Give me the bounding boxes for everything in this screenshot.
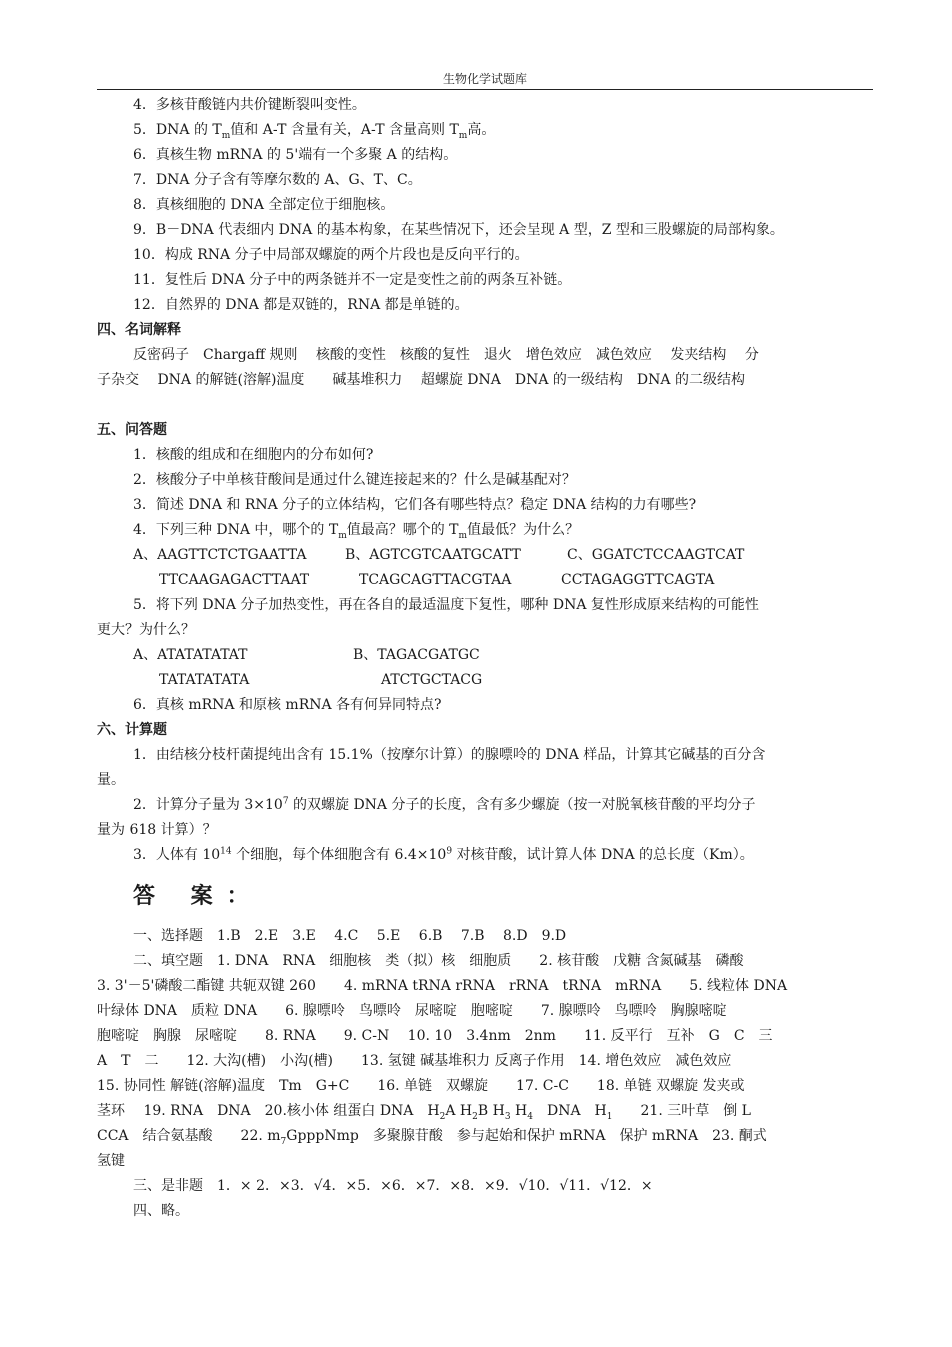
terms-line: 反密码子 Chargaff 规则 核酸的变性 核酸的复性 退火 增色效应 减色效应 发夹结构 分: [133, 347, 759, 363]
terms-line: 子杂交 DNA 的解链(溶解)温度 碱基堆积力 超螺旋 DNA DNA 的一级结构 DNA 的二级结构: [97, 372, 745, 388]
judge-item: 4．多核苷酸链内共价键断裂叫变性。: [133, 97, 366, 113]
sequence-c: C、GGATCTCCAAGTCAT: [567, 547, 745, 563]
calc-item: 量为 618 计算）？: [97, 822, 217, 838]
question-item: 2．核酸分子中单核苷酸间是通过什么键连接起来的？什么是碱基配对？: [133, 472, 576, 488]
calc-item: 1．由结核分枝杆菌提纯出含有 15.1%（按摩尔计算）的腺嘌呤的 DNA 样品，计算其它碱基的百分含: [133, 747, 766, 763]
answer-fill-line: 二、填空题 1. DNA RNA 细胞核 类（拟）核 细胞质 2. 核苷酸 戊糖 含氮碱基 磷酸: [133, 953, 744, 969]
sequence-a: A、ATATATATAT: [133, 647, 248, 663]
sequence-row: [97, 643, 873, 668]
sequence-b: TCAGCAGTTACGTAA: [359, 572, 512, 588]
spacer: [97, 393, 873, 418]
judge-item: 7．DNA 分子含有等摩尔数的 A、G、T、C。: [133, 172, 422, 188]
sequence-row: [97, 543, 873, 568]
judge-item: 6．真核生物 mRNA 的 5'端有一个多聚 A 的结构。: [133, 147, 458, 163]
answer-judge: 三、是非题 1．× 2．×3．√4．×5．×6．×7．×8．×9．√10．√11．√12．×: [133, 1178, 653, 1194]
calc-item: 量。: [97, 772, 125, 788]
calc-item: 2．计算分子量为 $3\times 10^7$ 的双螺旋 DNA 分子的长度，含有多少螺旋（按一对脱氧核苷酸的平均分子: [133, 796, 756, 813]
judge-item: 8．真核细胞的 DNA 全部定位于细胞核。: [133, 197, 395, 213]
answers-title: 答 案：: [133, 883, 263, 909]
question-item: 3．简述 DNA 和 RNA 分子的立体结构，它们各有哪些特点？稳定 DNA 结构的力有哪些?: [133, 497, 697, 513]
question-item: 6．真核 mRNA 和原核 mRNA 各有何异同特点?: [133, 697, 442, 713]
judge-item: 12．自然界的 DNA 都是双链的，RNA 都是单链的。: [133, 297, 469, 313]
sequence-b: ATCTGCTACG: [381, 672, 483, 688]
answer-fill-line: 胞嘧啶 胸腺 尿嘧啶 8. RNA 9. C-N 10. 10 3.4nm 2nm 11. 反平行 互补 G C 三: [97, 1028, 773, 1044]
page-content: [97, 93, 873, 1224]
answer-fill-line: 茎环 19. RNA DNA 20.核小体 组蛋白 DNA $H_2A$ $H_2B$ $H_3$ $H_4$ DNA $H_1$ 21. 三叶草 倒 L: [97, 1103, 751, 1122]
sequence-row: [97, 668, 873, 693]
answer-fill-line: 3. 3'－5'磷酸二酯键 共轭双键 260 4. mRNA tRNA rRNA rRNA tRNA mRNA 5. 线粒体 DNA: [97, 978, 788, 994]
question-item: 5．将下列 DNA 分子加热变性，再在各自的最适温度下复性，哪种 DNA 复性形成原来结构的可能性: [133, 597, 759, 613]
answer-terms: 四、略。: [133, 1203, 189, 1219]
section-title-calc: 六、计算题: [97, 722, 167, 738]
answer-fill-line: CCA 结合氨基酸 22. $m_7GpppNmp$ 多聚腺苷酸 参与起始和保护 mRNA 保护 mRNA 23. 酮式: [97, 1128, 767, 1147]
judge-item: 9．B－DNA 代表细内 DNA 的基本构象，在某些情况下，还会呈现 A 型，Z 型和三股螺旋的局部构象。: [133, 222, 784, 238]
answer-choice: 一、选择题 1.B 2.E 3.E 4.C 5.E 6.B 7.B 8.D 9.D: [133, 928, 567, 944]
judge-item: 10．构成 RNA 分子中局部双螺旋的两个片段也是反向平行的。: [133, 247, 529, 263]
question-item: 4．下列三种 DNA 中，哪个的 $T_m$值最高？哪个的 $T_m$值最低？为什么？: [133, 522, 580, 541]
question-item: 更大？为什么？: [97, 622, 195, 638]
sequence-b: B、AGTCGTCAATGCATT: [345, 547, 521, 563]
answer-fill-line: 叶绿体 DNA 质粒 DNA 6. 腺嘌呤 鸟嘌呤 尿嘧啶 胞嘧啶 7. 腺嘌呤 鸟嘌呤 胸腺嘧啶: [97, 1003, 727, 1019]
judge-item: 5．DNA 的 $T_m$值和 A-T 含量有关，A-T 含量高则 $T_m$高。: [133, 122, 496, 141]
answer-fill-line: 氢键: [97, 1153, 125, 1169]
judge-item: 11．复性后 DNA 分子中的两条链并不一定是变性之前的两条互补链。: [133, 272, 572, 288]
answer-fill-line: 15. 协同性 解链(溶解)温度 Tm G+C 16. 单链 双螺旋 17. C-C 18. 单链 双螺旋 发夹或: [97, 1078, 745, 1094]
sequence-a: A、AAGTTCTCTGAATTA: [133, 547, 307, 563]
answer-fill-line: A T 二 12. 大沟(槽) 小沟(槽) 13. 氢键 碱基堆积力 反离子作用 14. 增色效应 减色效应: [97, 1053, 732, 1069]
sequence-a: TTCAAGAGACTTAAT: [159, 572, 310, 588]
sequence-c: CCTAGAGGTTCAGTA: [561, 572, 715, 588]
question-item: 1．核酸的组成和在细胞内的分布如何?: [133, 447, 374, 463]
calc-item: 3．人体有 $10^{14}$ 个细胞，每个体细胞含有 $6.4\times 10^9$ 对核苷酸，试计算人体 DNA 的总长度（Km）。: [133, 846, 754, 863]
section-title-questions: 五、问答题: [97, 422, 167, 438]
sequence-b: B、TAGACGATGC: [353, 647, 480, 663]
page-header: 生物化学试题库: [442, 72, 527, 86]
header-rule: [97, 89, 873, 90]
sequence-a: TATATATATA: [159, 672, 250, 688]
section-title-terms: 四、名词解释: [97, 322, 181, 338]
sequence-row: [97, 568, 873, 593]
